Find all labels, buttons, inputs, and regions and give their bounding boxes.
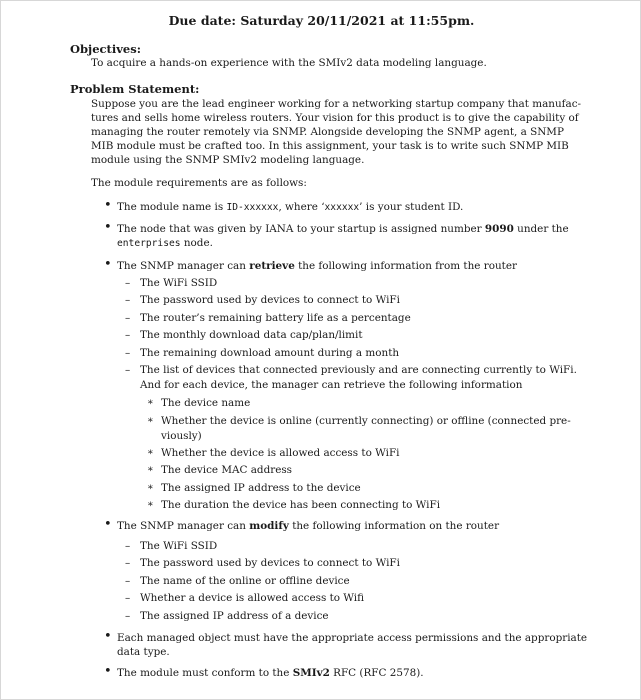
- bullet-marker: •: [104, 198, 112, 213]
- student-id-code: xxxxxx: [324, 202, 360, 213]
- device-item: Whether the device is allowed access to WiFi: [161, 447, 400, 459]
- problem-para-line: tures and sells home wireless routers. Your vision for this product is to give the capability of: [91, 112, 579, 124]
- device-item: The assigned IP address to the device: [161, 482, 361, 494]
- text-fragment: the following information from the router: [294, 260, 517, 272]
- dash-marker: –: [125, 610, 131, 622]
- star-marker: ∗: [147, 464, 154, 475]
- problem-para-line: Suppose you are the lead engineer working for a networking startup company that manufac-: [91, 98, 582, 110]
- text-fragment: The module name is: [117, 201, 227, 213]
- retrieve-item: The router’s remaining battery life as a percentage: [140, 312, 411, 324]
- text-fragment: the following information on the router: [288, 520, 500, 532]
- bullet-marker: •: [104, 517, 112, 532]
- dash-marker: –: [125, 329, 131, 341]
- modify-item: The password used by devices to connect to WiFi: [140, 557, 400, 569]
- dash-marker: –: [125, 557, 131, 569]
- device-item: Whether the device is online (currently connecting) or offline (connected pre-: [161, 415, 571, 427]
- problem-para-line: module using the SNMP SMIv2 modeling language.: [91, 154, 365, 166]
- retrieve-item: The monthly download data cap/plan/limit: [140, 329, 363, 341]
- enterprises-code: enterprises: [117, 238, 181, 249]
- modify-item: Whether a device is allowed access to Wifi: [140, 592, 365, 604]
- problem-heading: Problem Statement:: [70, 82, 200, 96]
- text-fragment: node.: [180, 237, 213, 249]
- text-fragment: under the: [513, 223, 569, 235]
- bullet-marker: •: [104, 629, 112, 644]
- dash-marker: –: [125, 294, 131, 306]
- requirement-module-name: [117, 200, 463, 215]
- problem-para-line: MIB module must be crafted too. In this assignment, your task is to write such SNMP MIB: [91, 140, 569, 152]
- due-date: Due date: Saturday 20/11/2021 at 11:55pm.: [168, 13, 475, 28]
- dash-marker: –: [125, 364, 131, 376]
- requirement-modify: [117, 519, 499, 533]
- star-marker: ∗: [147, 447, 154, 458]
- retrieve-item: The WiFi SSID: [140, 277, 218, 289]
- dash-marker: –: [125, 592, 131, 604]
- requirement-smiv2-conformance: [117, 666, 424, 680]
- requirements-intro: The module requirements are as follows:: [91, 177, 307, 189]
- star-marker: ∗: [147, 482, 154, 493]
- text-fragment: The module must conform to the: [117, 667, 293, 679]
- retrieve-device-list-cont: And for each device, the manager can retrieve the following information: [140, 379, 523, 391]
- bullet-marker: •: [104, 257, 112, 272]
- device-item-cont: viously): [161, 430, 202, 442]
- star-marker: ∗: [147, 415, 154, 426]
- device-item: The device name: [161, 397, 251, 409]
- retrieve-verb: retrieve: [249, 260, 295, 272]
- device-item: The duration the device has been connecting to WiFi: [161, 499, 441, 511]
- objectives-text: To acquire a hands-on experience with the SMIv2 data modeling language.: [91, 57, 487, 69]
- text-fragment: , where ‘: [278, 201, 325, 213]
- text-fragment: RFC (RFC 2578).: [329, 667, 424, 679]
- requirement-iana-node: [117, 222, 569, 236]
- problem-para-line: managing the router remotely via SNMP. Alongside developing the SNMP agent, a SNMP: [91, 126, 564, 138]
- device-item: The device MAC address: [161, 464, 293, 476]
- iana-number: 9090: [484, 223, 514, 235]
- module-name-code: ID-xxxxxx: [226, 202, 279, 213]
- modify-item: The WiFi SSID: [140, 540, 218, 552]
- retrieve-device-list: The list of devices that connected previously and are connecting currently to WiFi.: [140, 364, 577, 376]
- star-marker: ∗: [147, 397, 154, 408]
- retrieve-item: The remaining download amount during a month: [140, 347, 400, 359]
- text-fragment: ’ is your student ID.: [359, 201, 464, 213]
- dash-marker: –: [125, 540, 131, 552]
- bullet-marker: •: [104, 220, 112, 235]
- dash-marker: –: [125, 347, 131, 359]
- bullet-marker: •: [104, 664, 112, 679]
- star-marker: ∗: [147, 499, 154, 510]
- modify-verb: modify: [249, 520, 289, 532]
- dash-marker: –: [125, 575, 131, 587]
- requirement-access-permissions: Each managed object must have the appropriate access permissions and the appropriate: [117, 632, 588, 644]
- objectives-heading: Objectives:: [70, 42, 141, 56]
- modify-item: The name of the online or offline device: [140, 575, 350, 587]
- modify-item: The assigned IP address of a device: [140, 610, 329, 622]
- dash-marker: –: [125, 277, 131, 289]
- text-fragment: The node that was given by IANA to your startup is assigned number: [117, 223, 485, 235]
- dash-marker: –: [125, 312, 131, 324]
- retrieve-item: The password used by devices to connect to WiFi: [140, 294, 400, 306]
- text-fragment: The SNMP manager can: [117, 520, 250, 532]
- text-fragment: The SNMP manager can: [117, 260, 250, 272]
- requirement-iana-node-cont: [117, 236, 213, 251]
- requirement-retrieve: [117, 259, 517, 273]
- requirement-access-permissions-cont: data type.: [117, 646, 170, 658]
- smiv2-label: SMIv2: [292, 667, 330, 679]
